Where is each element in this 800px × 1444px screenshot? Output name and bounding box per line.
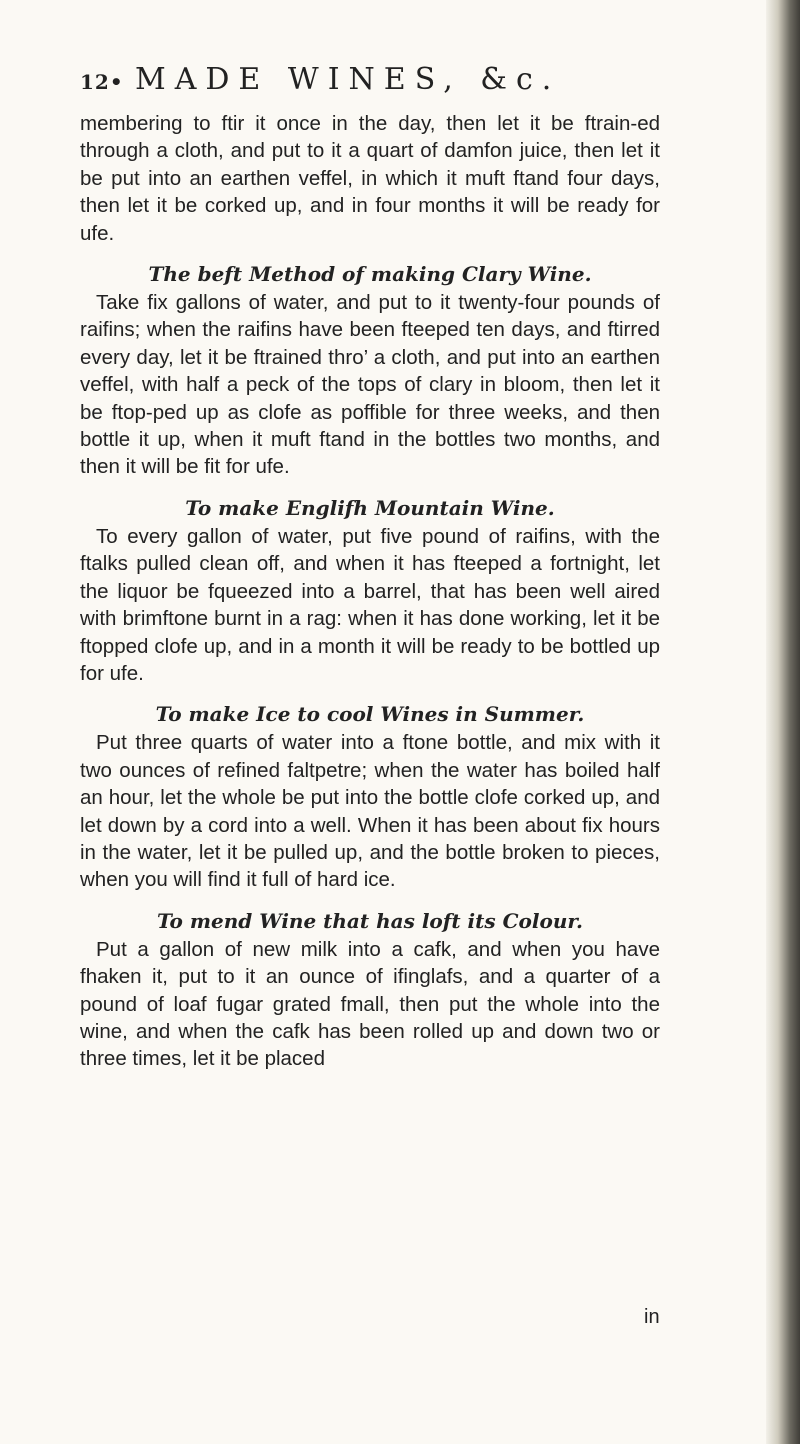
recipe-text-mountain-wine: To every gallon of water, put five pound of raifins, with the ftalks pulled clean off, and when it has fteeped a fortnight, let the liquor be fqueezed into a barrel, that has been well aired with brimftone burnt in a rag: when it has done working, let it be ftopped clofe up, and in a month it will be ready to be bottled up for ufe. [80, 524, 660, 685]
recipe-text-clary-wine: Take fix gallons of water, and put to it twenty-four pounds of raifins; when the raifins have been fteeped ten days, and ftirred every day, let it be ftrained thro’ a cloth, and put into an earthen veffel, with half a peck of the tops of clary in bloom, then let it be ftop-ped up as clofe as poffible for three weeks, and then bottle it up, when it muft ftand in the bottles two months, and then it will be fit for ufe. [80, 291, 660, 479]
page-edge-shadow [766, 0, 800, 1444]
recipe-title-clary-wine: The beft Method of making Clary Wine. [148, 262, 592, 287]
running-title: MADE WINES, &c. [135, 62, 561, 97]
recipe-title-mountain-wine: To make Englifh Mountain Wine. [185, 495, 555, 520]
catchword: in [644, 1306, 660, 1328]
recipe-title-ice: To make Ice to cool Wines in Summer. [155, 702, 585, 727]
recipe-text-mend-wine: Put a gallon of new milk into a cafk, and when you have fhaken it, put to it an ounce of ifinglafs, and a quarter of a pound of loaf fugar grated fmall, then put the whole into the wine, and when the cafk has been rolled up and down two or three times, let it be placed [80, 937, 660, 1071]
page-header [80, 62, 700, 102]
continuation-paragraph: membering to ftir it once in the day, then let it be ftrain-ed through a cloth, and put to it a quart of damfon juice, then let it be put into an earthen veffel, in which it muft ftand four days, then let it be corked up, and in four months it will be ready for ufe. [80, 112, 660, 245]
body-text [80, 110, 660, 1073]
page-number: 12• [80, 70, 124, 94]
recipe-text-ice: Put three quarts of water into a ftone bottle, and mix with it two ounces of refined faltpetre; when the water has boiled half an hour, let the whole be put into the bottle clofe corked up, and let down by a cord into a well. When it has been about fix hours in the water, let it be pulled up, and the bottle broken to pieces, when you will find it full of hard ice. [80, 731, 660, 892]
recipe-title-mend-wine: To mend Wine that has loft its Colour. [156, 908, 584, 933]
